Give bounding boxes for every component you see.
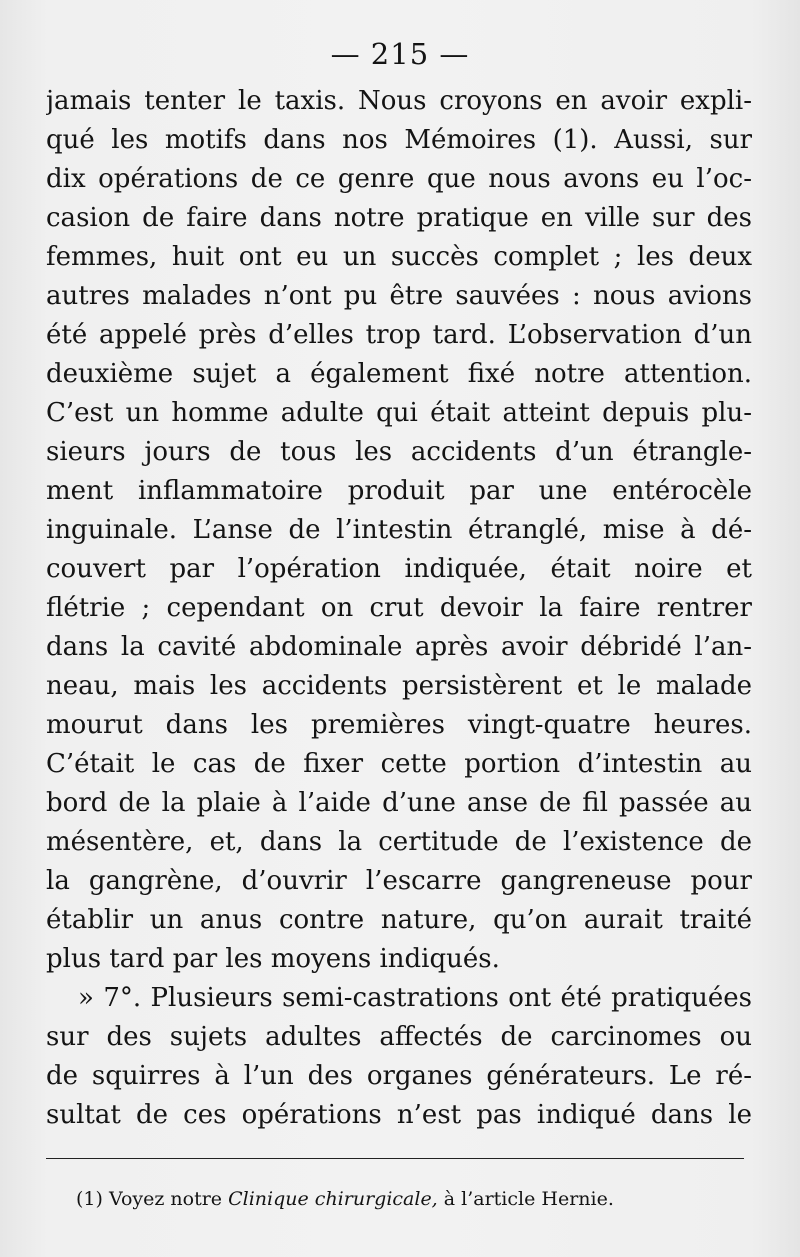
footnote-text: Voyez notre xyxy=(108,1188,223,1210)
text-line: inguinale. L’anse de l’intestin étranglé, mise à dé- xyxy=(46,515,752,545)
text-line: couvert par l’opération indiquée, était noire et xyxy=(46,554,752,584)
text-line: été appelé près d’elles trop tard. L’observation d’un xyxy=(46,320,752,350)
footnote xyxy=(76,1184,756,1214)
text-line: mésentère, et, dans la certitude de l’existence de xyxy=(46,827,752,857)
text-line: neau, mais les accidents persistèrent et le malade xyxy=(46,671,752,701)
text-line: dans la cavité abdominale après avoir débridé l’an- xyxy=(46,632,752,662)
text-line: la gangrène, d’ouvrir l’escarre gangreneuse pour xyxy=(46,866,752,896)
text-line: sultat de ces opérations n’est pas indiqué dans le xyxy=(46,1100,752,1130)
text-line: casion de faire dans notre pratique en ville sur des xyxy=(46,203,752,233)
footnote-divider xyxy=(46,1158,744,1159)
text-line: de squirres à l’un des organes générateurs. Le ré- xyxy=(46,1061,752,1091)
text-line: sur des sujets adultes affectés de carcinomes ou xyxy=(46,1022,752,1052)
page-number: — 215 — xyxy=(330,37,470,71)
text-line: jamais tenter le taxis. Nous croyons en avoir expli- xyxy=(46,86,752,116)
text-line: qué les motifs dans nos Mémoires (1). Aussi, sur xyxy=(46,125,752,155)
text-line: dix opérations de ce genre que nous avons eu l’oc- xyxy=(46,164,752,194)
footnote-text-end: à l’article Hernie. xyxy=(443,1188,614,1210)
text-line: femmes, huit ont eu un succès complet ; les deux xyxy=(46,242,752,272)
text-line: bord de la plaie à l’aide d’une anse de fil passée au xyxy=(46,788,752,818)
footnote-marker: (1) xyxy=(76,1188,103,1210)
text-line: mourut dans les premières vingt-quatre heures. xyxy=(46,710,752,740)
text-line: deuxième sujet a également fixé notre attention. xyxy=(46,359,752,389)
text-line: autres malades n’ont pu être sauvées : nous avions xyxy=(46,281,752,311)
text-line: établir un anus contre nature, qu’on aurait traité xyxy=(46,905,752,935)
text-line: sieurs jours de tous les accidents d’un étrangle- xyxy=(46,437,752,467)
text-line: C’était le cas de fixer cette portion d’intestin au xyxy=(46,749,752,779)
text-line: flétrie ; cependant on crut devoir la faire rentrer xyxy=(46,593,752,623)
body-text xyxy=(46,82,752,1135)
paragraph-last-line: plus tard par les moyens indiqués. xyxy=(46,944,500,974)
footnote-book-title: Clinique chirurgicale, xyxy=(228,1188,438,1210)
text-line: C’est un homme adulte qui était atteint depuis plu- xyxy=(46,398,752,428)
paragraph-first-line: » 7°. Plusieurs semi-castrations ont été pratiquées xyxy=(78,983,752,1013)
text-line: ment inflammatoire produit par une entérocèle xyxy=(46,476,752,506)
